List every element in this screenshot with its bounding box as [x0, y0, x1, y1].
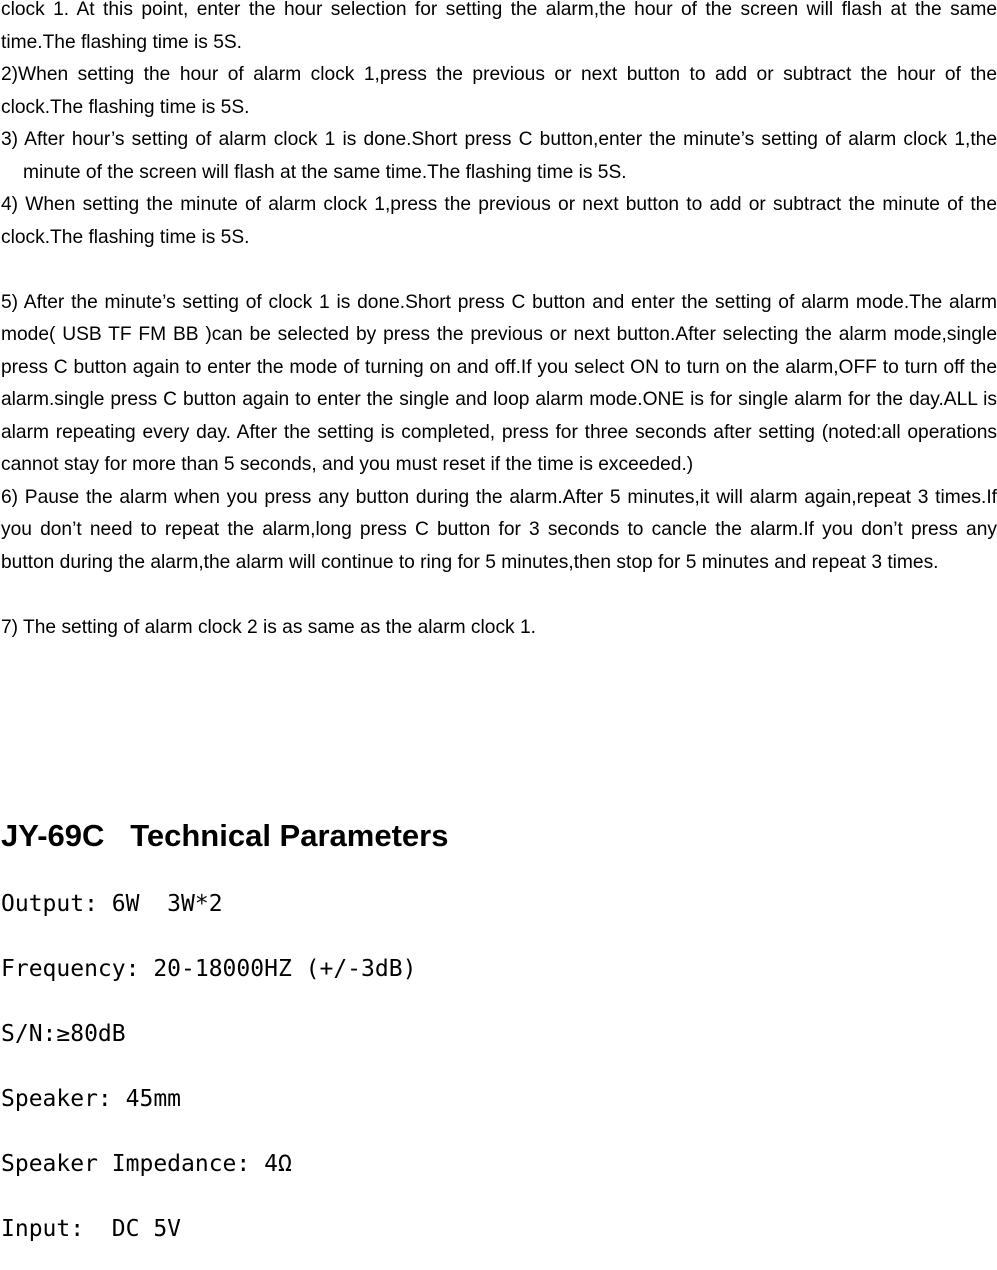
paragraph-spacer — [1, 579, 997, 612]
param-signal-to-noise: S/N:≥80dB — [1, 1021, 126, 1047]
param-frequency: Frequency: 20-18000HZ (+/-3dB) — [1, 956, 417, 982]
instruction-step-4: 4) When setting the minute of alarm clock 1,press the previous or next button to add or subtract the minute of the clock.The flashing time is 5S. — [1, 194, 997, 248]
instruction-step-3: 3) After hour’s setting of alarm clock 1 is done.Short press C button,enter the minute’s setting of alarm clock 1,the minute of the screen will flash at the same time.The flashing time is 5S. — [1, 129, 997, 183]
param-speaker: Speaker: 45mm — [1, 1086, 182, 1112]
alarm-instructions — [1, 0, 997, 644]
param-input: Input: DC 5V — [1, 1216, 182, 1242]
instruction-step-1-continued: clock 1. At this point, enter the hour selection for setting the alarm,the hour of the screen will flash at the same time.The flashing time is 5S. — [1, 0, 997, 53]
instruction-step-2: 2)When setting the hour of alarm clock 1,press the previous or next button to add or subtract the hour of the clock.The flashing time is 5S. — [1, 64, 997, 118]
instruction-step-7: 7) The setting of alarm clock 2 is as same as the alarm clock 1. — [1, 616, 536, 638]
paragraph-spacer — [1, 254, 997, 287]
instruction-step-5: 5) After the minute’s setting of clock 1 is done.Short press C button and enter the setting of alarm mode.The alarm mode( USB TF FM BB )can be selected by press the previous or next button.After selecting the alarm mode,single press C button again to enter the mode of turning on and off.If you select ON to turn on the alarm,OFF to turn off the alarm.single press C button again to enter the single and loop alarm mode.ONE is for single alarm for the day.ALL is alarm repeating every day. After the setting is completed, press for three seconds after setting (noted:all operations cannot stay for more than 5 seconds, and you must reset if the time is exceeded.) — [1, 291, 997, 475]
param-speaker-impedance: Speaker Impedance: 4Ω — [1, 1151, 292, 1177]
param-output: Output: 6W 3W*2 — [1, 891, 223, 917]
technical-parameters-heading: JY-69C Technical Parameters — [1, 818, 449, 853]
instruction-step-6: 6) Pause the alarm when you press any button during the alarm.After 5 minutes,it will alarm again,repeat 3 times.If you don’t need to repeat the alarm,long press C button for 3 seconds to cancle the alarm.If you don’t press any button during the alarm,the alarm will continue to ring for 5 minutes,then stop for 5 minutes and repeat 3 times. — [1, 486, 997, 573]
technical-parameters-list — [1, 880, 991, 1270]
